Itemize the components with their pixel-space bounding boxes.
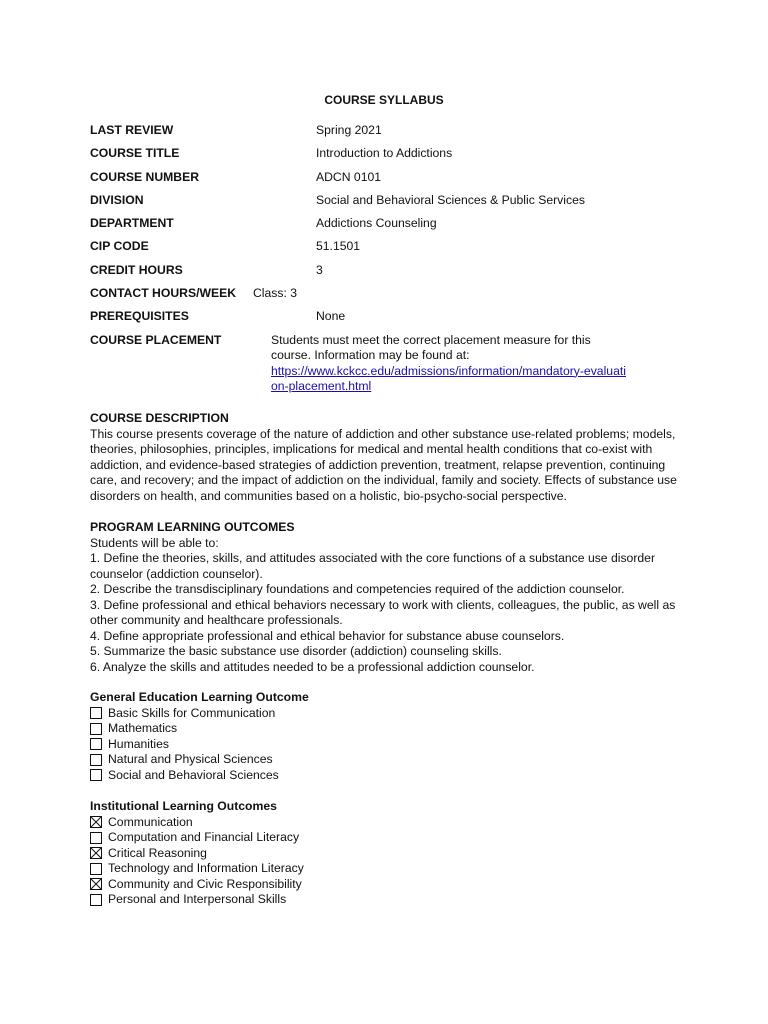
check-x-icon	[91, 879, 101, 889]
info-label: LAST REVIEW	[90, 123, 174, 137]
institutional-checklist	[90, 815, 690, 908]
info-row-department	[90, 216, 690, 239]
checkbox-label: Mathematics	[108, 721, 178, 735]
info-row-course-title	[90, 146, 690, 169]
placement-text: Students must meet the correct placement measure for this course. Information may be found at:	[271, 332, 591, 363]
checkbox-label: Basic Skills for Communication	[108, 705, 276, 720]
checkbox-label: Community and Civic Responsibility	[108, 876, 302, 891]
info-label: DEPARTMENT	[90, 216, 174, 231]
check-x-icon	[91, 817, 101, 827]
info-row-course-placement	[90, 333, 690, 395]
checkbox[interactable]	[90, 769, 102, 781]
checkbox[interactable]	[90, 707, 102, 719]
info-label: COURSE TITLE	[90, 146, 180, 161]
checkbox-label: Critical Reasoning	[108, 845, 207, 860]
outcome-item: 1. Define the theories, skills, and attitudes associated with the core functions of a substance use disorder counselor (addiction counselor).	[90, 551, 656, 581]
checklist-item	[90, 892, 690, 908]
info-value: 51.1501	[316, 239, 361, 254]
info-label: COURSE PLACEMENT	[90, 332, 222, 347]
outcomes-intro: Students will be able to:	[90, 535, 219, 550]
checklist-item	[90, 768, 690, 784]
gen-ed-checklist	[90, 706, 690, 784]
info-value: Social and Behavioral Sciences & Public Services	[316, 192, 585, 207]
checklist-item	[90, 721, 690, 737]
section-heading: COURSE DESCRIPTION	[90, 411, 229, 425]
checklist-item	[90, 846, 690, 862]
checkbox[interactable]	[90, 723, 102, 735]
checklist-item	[90, 706, 690, 722]
checkbox[interactable]	[90, 863, 102, 875]
checklist-item	[90, 861, 690, 877]
info-label: COURSE NUMBER	[90, 169, 200, 184]
section-heading: PROGRAM LEARNING OUTCOMES	[90, 520, 295, 534]
checkbox[interactable]	[90, 894, 102, 906]
checkbox-checked[interactable]	[90, 847, 102, 859]
info-label: DIVISION	[90, 192, 144, 207]
placement-value	[271, 333, 631, 395]
placement-link[interactable]: https://www.kckcc.edu/admissions/information/mandatory-evaluation-placement.html	[271, 363, 626, 394]
course-description-section	[90, 411, 690, 504]
program-outcomes-section	[90, 520, 690, 675]
checkbox[interactable]	[90, 754, 102, 766]
info-row-cip-code	[90, 239, 690, 262]
info-value: Class: 3	[253, 286, 298, 301]
section-heading: General Education Learning Outcome	[90, 690, 309, 704]
info-label: CREDIT HOURS	[90, 262, 183, 277]
outcome-item: 3. Define professional and ethical behaviors necessary to work with clients, colleagues, the public, as well as other community and healthcare professionals.	[90, 597, 676, 627]
outcome-item: 4. Define appropriate professional and ethical behavior for substance abuse counselors.	[90, 628, 565, 643]
info-row-contact-hours	[90, 286, 690, 309]
info-value: 3	[316, 262, 323, 277]
info-value: ADCN 0101	[316, 169, 382, 184]
institutional-outcomes-section	[90, 799, 690, 908]
checkbox-label: Social and Behavioral Sciences	[108, 767, 279, 782]
checkbox-checked[interactable]	[90, 878, 102, 890]
info-value: None	[316, 309, 346, 324]
info-label: CIP CODE	[90, 239, 149, 254]
checklist-item	[90, 752, 690, 768]
info-row-last-review	[90, 123, 690, 146]
outcome-item: 6. Analyze the skills and attitudes needed to be a professional addiction counselor.	[90, 659, 535, 674]
info-value: Spring 2021	[316, 123, 382, 137]
checkbox-label: Natural and Physical Sciences	[108, 752, 273, 766]
checkbox[interactable]	[90, 832, 102, 844]
info-row-division	[90, 193, 690, 216]
checkbox-label: Communication	[108, 814, 193, 829]
checkbox-label: Technology and Information Literacy	[108, 861, 304, 875]
info-label: PREREQUISITES	[90, 309, 189, 324]
info-row-course-number	[90, 170, 690, 193]
checklist-item	[90, 815, 690, 831]
gen-ed-section	[90, 690, 690, 783]
checklist-item	[90, 830, 690, 846]
info-value: Addictions Counseling	[316, 216, 437, 231]
info-row-prerequisites	[90, 309, 690, 332]
checklist-item	[90, 737, 690, 753]
info-label: CONTACT HOURS/WEEK	[90, 286, 237, 301]
check-x-icon	[91, 848, 101, 858]
checkbox-checked[interactable]	[90, 816, 102, 828]
checkbox-label: Personal and Interpersonal Skills	[108, 892, 287, 906]
course-info-table	[90, 123, 690, 395]
checkbox-label: Computation and Financial Literacy	[108, 830, 300, 844]
description-body: This course presents coverage of the nature of addiction and other substance use-related problems; models, theories, philosophies, principles, implications for medical and mental health conditions that co-exist with addiction, and evidence-based strategies of addiction prevention, treatment, relapse prevention, continuing care, and recovery; and the impact of addiction on the individual, family and society. Effects of substance use disorders on health, and communities based on a holistic, bio-psycho-social perspective.	[90, 426, 677, 503]
outcome-item: 5. Summarize the basic substance use disorder (addiction) counseling skills.	[90, 644, 502, 658]
info-row-credit-hours	[90, 263, 690, 286]
checkbox-label: Humanities	[108, 736, 169, 751]
outcome-item: 2. Describe the transdisciplinary foundations and competencies required of the addiction counselor.	[90, 582, 625, 596]
page-title: COURSE SYLLABUS	[324, 93, 444, 107]
section-heading: Institutional Learning Outcomes	[90, 799, 277, 813]
info-value: Introduction to Addictions	[316, 146, 453, 161]
checkbox[interactable]	[90, 738, 102, 750]
checklist-item	[90, 877, 690, 893]
